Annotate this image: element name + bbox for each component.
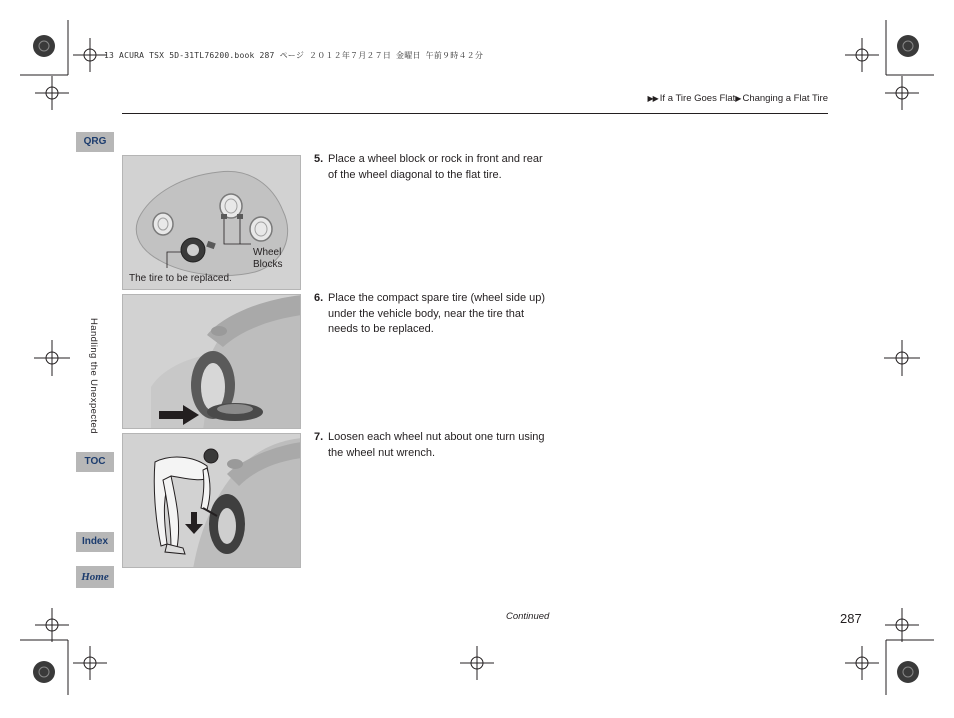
breadcrumb — [647, 93, 828, 104]
wheel-blocks-illustration — [123, 156, 301, 290]
figure-loosen-wheel-nuts — [122, 433, 301, 568]
index-button[interactable]: Index — [76, 532, 114, 552]
toc-button[interactable]: TOC — [76, 452, 114, 472]
step-6-text: Place the compact spare tire (wheel side up) under the vehicle body, near the tire that needs to be replaced. — [328, 292, 546, 335]
label-tire-to-replace: The tire to be replaced. — [129, 273, 232, 284]
label-wheel-blocks-2: Blocks — [253, 259, 283, 270]
loosen-nuts-illustration — [123, 434, 301, 568]
label-wheel-blocks-1: Wheel — [253, 247, 282, 258]
step-7-text: Loosen each wheel nut about one turn using the wheel nut wrench. — [328, 431, 545, 459]
step-6-number: 6. — [314, 292, 324, 304]
step-5 — [314, 152, 554, 183]
home-button[interactable]: Home — [76, 566, 114, 588]
breadcrumb-section[interactable]: If a Tire Goes Flat — [659, 93, 736, 104]
step-7 — [314, 430, 554, 461]
step-7-number: 7. — [314, 431, 324, 443]
step-6 — [314, 291, 554, 338]
spare-tire-illustration — [123, 295, 301, 429]
page-number: 287 — [840, 611, 862, 626]
header-rule — [122, 113, 828, 114]
continued-label: Continued — [506, 611, 550, 622]
step-5-text: Place a wheel block or rock in front and rear of the wheel diagonal to the flat tire. — [328, 153, 543, 181]
breadcrumb-separator: ▶ — [735, 94, 741, 103]
print-header: 13 ACURA TSX 5D-31TL76200.book 287 ページ ２０１２年７月２７日 金曜日 午前９時４２分 — [104, 51, 484, 60]
section-side-label: Handling the Unexpected — [88, 318, 99, 434]
figure-wheel-blocks — [122, 155, 301, 290]
figure-spare-tire-placement — [122, 294, 301, 429]
breadcrumb-subsection[interactable]: Changing a Flat Tire — [742, 93, 828, 104]
qrg-button[interactable]: QRG — [76, 132, 114, 152]
step-5-number: 5. — [314, 153, 324, 165]
breadcrumb-arrows: ▶▶ — [647, 94, 658, 103]
